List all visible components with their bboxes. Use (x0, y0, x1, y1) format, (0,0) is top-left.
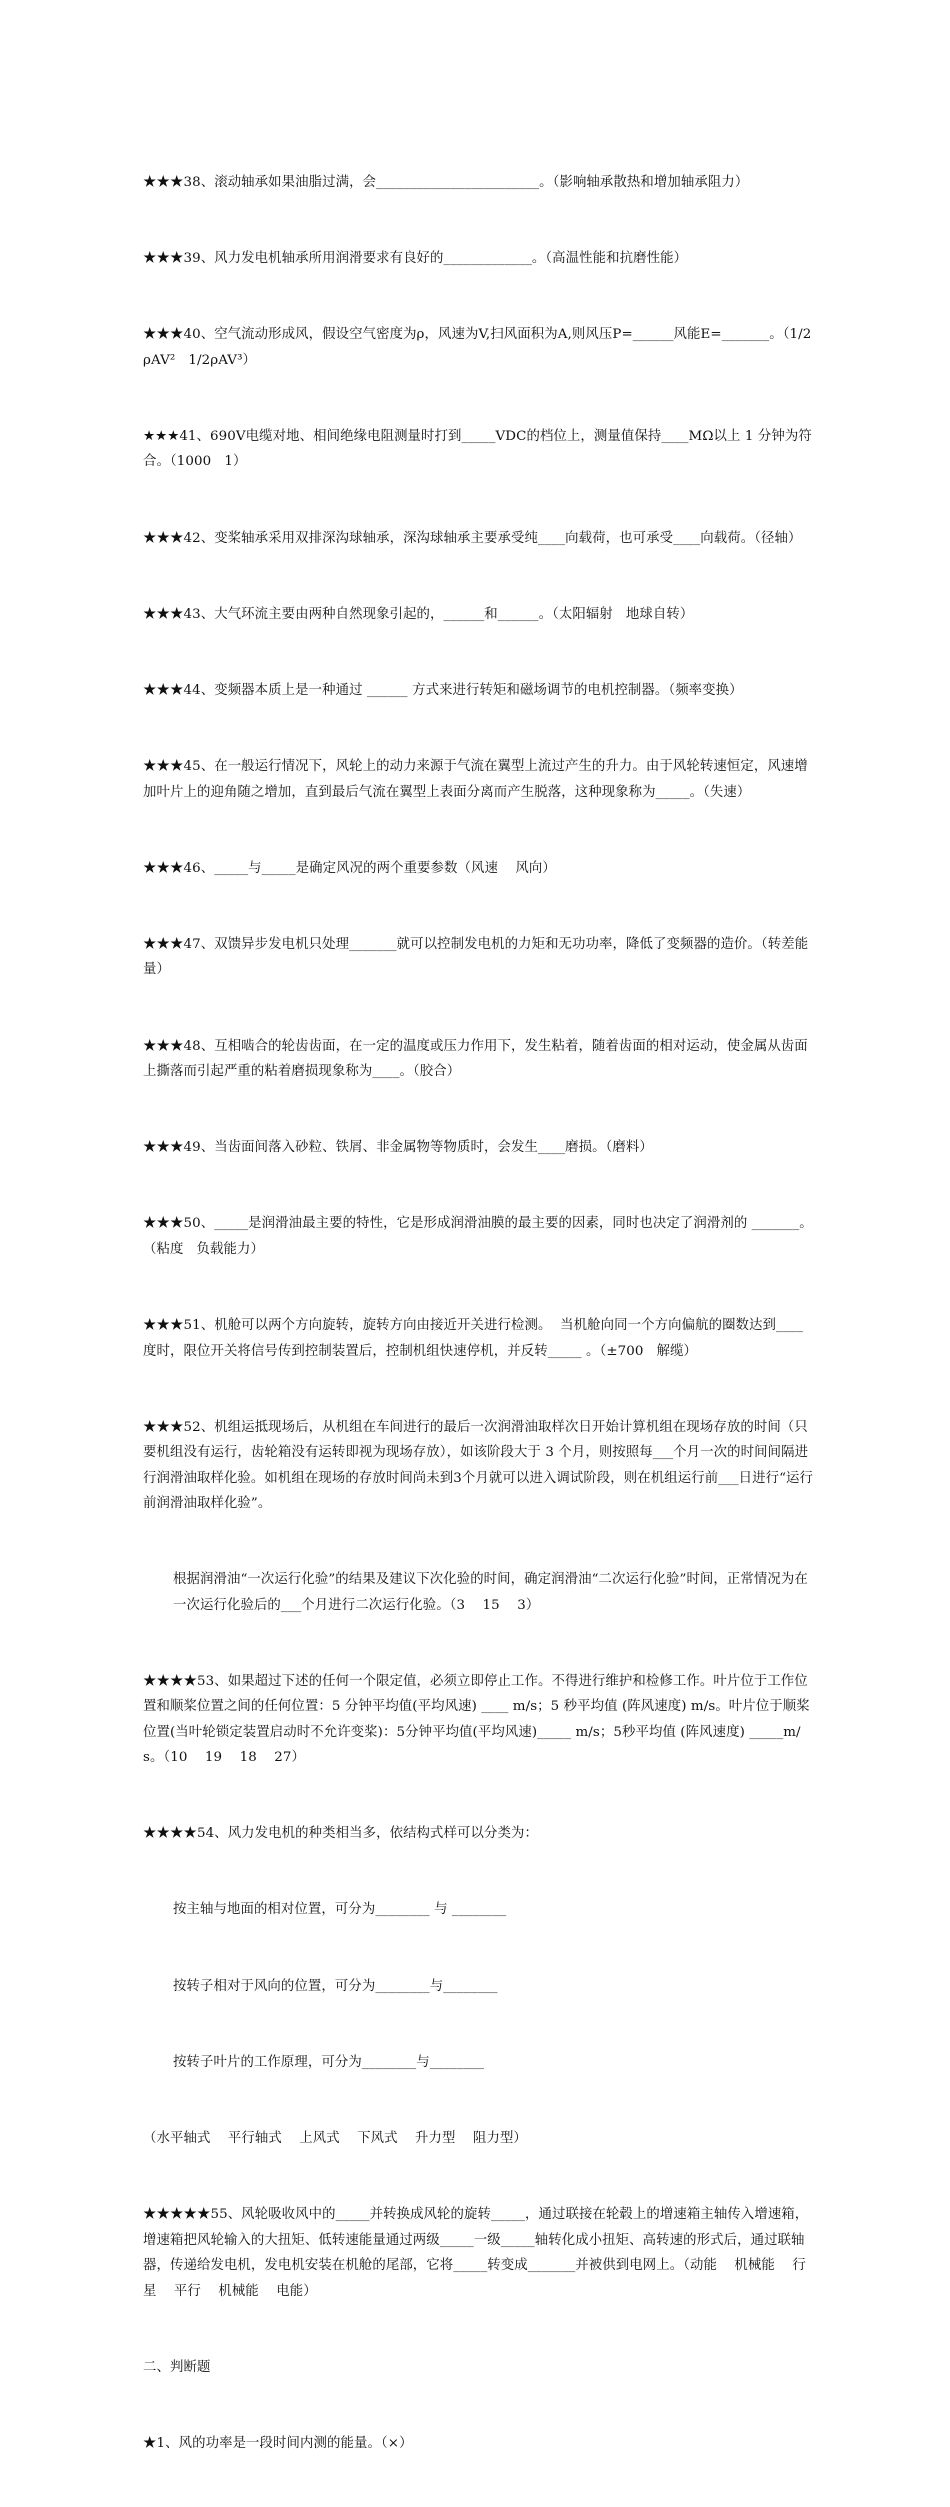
question-50: ★★★50、_____是润滑油最主要的特性，它是形成润滑油膜的最主要的因素，同时也决定了润滑剂的 _______。（粘度 负载能力） (143, 1216, 813, 1257)
question-54-item-2: 按转子相对于风向的位置，可分为________与________ (173, 1978, 498, 1994)
question-47: ★★★47、双馈异步发电机只处理_______就可以控制发电机的力矩和无功功率，降低了变频器的造价。（转差能量） (143, 937, 809, 978)
question-54: ★★★★54、风力发电机的种类相当多，依结构式样可以分类为： (143, 1826, 538, 1842)
document-body (143, 119, 815, 2507)
question-53: ★★★★53、如果超过下述的任何一个限定值，必须立即停止工作。不得进行维护和检修工作。叶片位于工作位置和顺桨位置之间的任何位置：5 分钟平均值(平均风速) ____ m/s；5 秒平均值 (阵风速度) m/s。叶片位于顺桨位置(当叶轮锁定装置启动时不允许变桨)：5分钟平均值(平均风速)_____ m/s；5秒平均值 (阵风速度) _____m/s。（10 19 18 27） (143, 1673, 810, 1765)
question-40: ★★★40、空气流动形成风，假设空气密度为ρ，风速为V,扫风面积为A,则风压P=______风能E=_______。（1/2ρAV² 1/2ρAV³） (143, 327, 812, 368)
question-42: ★★★42、变桨轴承采用双排深沟球轴承，深沟球轴承主要承受纯____向载荷，也可承受____向载荷。（径轴） (143, 530, 802, 546)
question-54-answer: （水平轴式 平行轴式 上风式 下风式 升力型 阻力型） (143, 2131, 527, 2147)
question-48: ★★★48、互相啮合的轮齿齿面，在一定的温度或压力作用下，发生粘着，随着齿面的相对运动，使金属从齿面上撕落而引起严重的粘着磨损现象称为____。（胶合） (143, 1038, 808, 1080)
question-39: ★★★39、风力发电机轴承所用润滑要求有良好的_____________。（高温性能和抗磨性能） (143, 251, 688, 267)
question-43: ★★★43、大气环流主要由两种自然现象引起的，______和______。（太阳辐射 地球自转） (143, 606, 694, 622)
question-41: ★★★41、690V电缆对地、相间绝缘电阻测量时打到_____VDC的档位上，测量值保持____MΩ以上 1 分钟为符合。（1000 1） (143, 428, 812, 470)
question-55: ★★★★★55、风轮吸收风中的_____并转换成风轮的旋转_____，通过联接在轮毂上的增速箱主轴传入增速箱，增速箱把风轮输入的大扭矩、低转速能量通过两级_____一级_____轴转化成小扭矩、高转速的形式后，通过联轴器，传递给发电机，发电机安装在机舱的尾部，它将_____转变成_______并被供到电网上。（动能 机械能 行星 平行 机械能 电能） (143, 2207, 809, 2299)
question-52-continuation: 根据润滑油“一次运行化验”的结果及建议下次化验的时间，确定润滑油“二次运行化验”时间，正常情况为在一次运行化验后的___个月进行二次运行化验。（3 15 3） (173, 1572, 808, 1613)
question-46: ★★★46、_____与_____是确定风况的两个重要参数（风速 风向） (143, 860, 556, 876)
tf-question-1: ★1、风的功率是一段时间内测的能量。（×） (143, 2435, 413, 2451)
question-49: ★★★49、当齿面间落入砂粒、铁屑、非金属物等物质时，会发生____磨损。（磨料） (143, 1140, 653, 1156)
question-45: ★★★45、在一般运行情况下，风轮上的动力来源于气流在翼型上流过产生的升力。由于风轮转速恒定，风速增加叶片上的迎角随之增加，直到最后气流在翼型上表面分离而产生脱落，这种现象称为_____。（失速） (143, 759, 808, 800)
question-44: ★★★44、变频器本质上是一种通过 ______ 方式来进行转矩和磁场调节的电机控制器。（频率变换） (143, 682, 743, 698)
question-38: ★★★38、滚动轴承如果油脂过满，会________________________。（影响轴承散热和增加轴承阻力） (143, 174, 749, 190)
question-54-item-1: 按主轴与地面的相对位置，可分为________ 与 ________ (173, 1902, 507, 1918)
question-51: ★★★51、机舱可以两个方向旋转，旋转方向由接近开关进行检测。 当机舱向同一个方向偏航的圈数达到____ 度时，限位开关将信号传到控制装置后，控制机组快速停机，并反转_____ 。（±700 解缆） (143, 1318, 808, 1359)
question-54-item-3: 按转子叶片的工作原理，可分为________与________ (173, 2054, 485, 2070)
question-52: ★★★52、机组运抵现场后，从机组在车间进行的最后一次润滑油取样次日开始计算机组在现场存放的时间（只要机组没有运行，齿轮箱没有运转即视为现场存放），如该阶段大于 3 个月，则按照每___个月一次的时间间隔进行润滑油取样化验。如机组在现场的存放时间尚未到3个月就可以进入调试阶段，则在机组运行前___日进行“运行前润滑油取样化验”。 (143, 1419, 814, 1511)
section-heading-true-false: 二、判断题 (143, 2359, 211, 2375)
